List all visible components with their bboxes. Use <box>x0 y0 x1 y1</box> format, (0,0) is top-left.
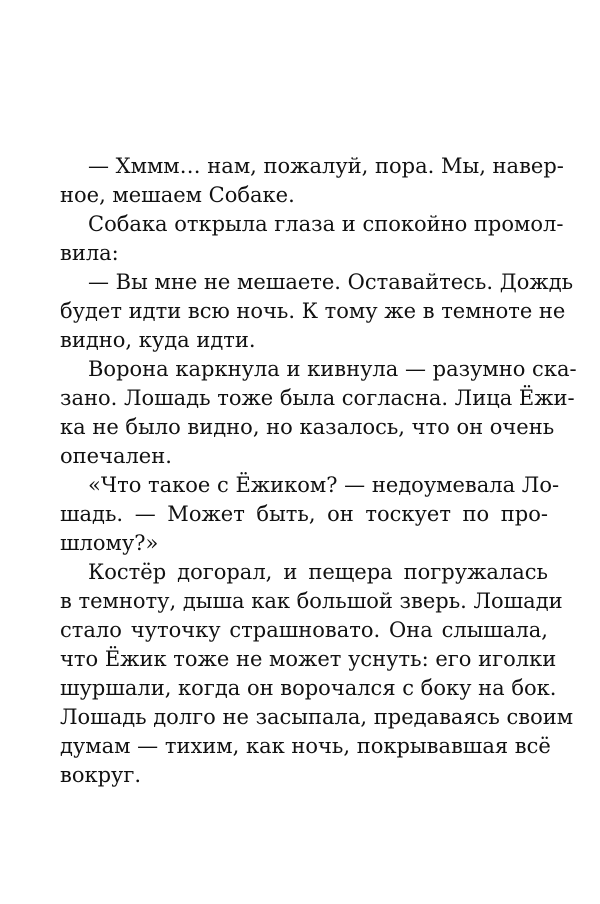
text-line: будет идти всю ночь. К тому же в темноте не <box>60 299 566 323</box>
text-line: стало чуточку страшновато. Она слышала, <box>60 618 548 642</box>
text-line: опечален. <box>60 444 172 468</box>
text-line: Ворона каркнула и кивнула — разумно ска- <box>88 357 577 381</box>
text-line: шадь. — Может быть, он тоскует по про- <box>60 502 548 526</box>
paragraph <box>60 471 560 558</box>
text-line: зано. Лошадь тоже была согласна. Лица Ёжи- <box>60 386 575 410</box>
text-line: ное, мешаем Собаке. <box>60 183 295 207</box>
text-line: видно, куда идти. <box>60 328 256 352</box>
paragraph <box>60 558 574 790</box>
paragraph <box>60 152 564 210</box>
text-line: шуршали, когда он ворочался с боку на бок. <box>60 676 557 700</box>
text-line: вокруг. <box>60 763 142 787</box>
paragraph <box>60 210 564 268</box>
text-line: — Вы мне не мешаете. Оставайтесь. Дождь <box>88 270 574 294</box>
text-line: ка не было видно, но казалось, что он очень <box>60 415 555 439</box>
text-line: в темноту, дыша как большой зверь. Лошади <box>60 589 563 613</box>
text-line: Лошадь долго не засыпала, предаваясь своим <box>60 705 574 729</box>
text-line: вила: <box>60 241 119 265</box>
text-line: «Что такое с Ёжиком? — недоумевала Ло- <box>88 473 560 497</box>
text-line: Костёр догорал, и пещера погружалась <box>88 560 548 584</box>
text-line: — Хммм… нам, пожалуй, пора. Мы, навер- <box>88 154 564 178</box>
text-line: шлому?» <box>60 531 159 555</box>
paragraph <box>60 268 574 355</box>
paragraph <box>60 355 577 471</box>
page-text <box>60 152 577 790</box>
text-line: что Ёжик тоже не может уснуть: его иголки <box>60 647 557 671</box>
text-line: думам — тихим, как ночь, покрывавшая всё <box>60 734 551 758</box>
text-line: Собака открыла глаза и спокойно промол- <box>88 212 564 236</box>
